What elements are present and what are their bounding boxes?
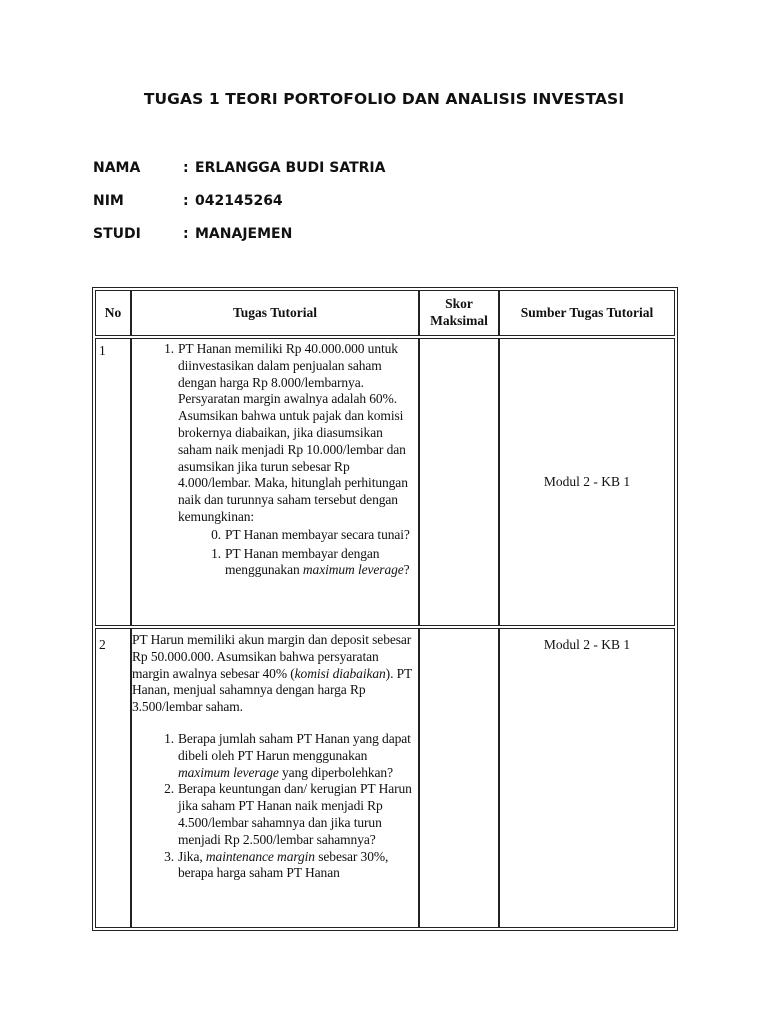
row1-skor-cell [419, 338, 499, 626]
row1-sub-list [211, 526, 416, 579]
row2-q3-italic: maintenance margin [205, 848, 315, 864]
list-item [164, 341, 416, 579]
row1-sub1-italic: maximum leverage [302, 562, 404, 578]
row2-question-list [164, 730, 416, 882]
list-item [164, 848, 416, 883]
list-item [164, 730, 416, 781]
info-row-nim [93, 193, 283, 209]
list-item [164, 781, 416, 848]
info-value: 042145264 [195, 193, 283, 209]
row1-sub1-text: PT Hanan membayar dengan menggunakan [225, 545, 380, 578]
info-value: ERLANGGA BUDI SATRIA [195, 160, 386, 176]
header-skor-line1: Skor [445, 296, 473, 312]
row1-no: 1 [99, 343, 106, 358]
row2-sumber: Modul 2 - KB 1 [543, 637, 631, 652]
header-tugas-label: Tugas Tutorial [233, 304, 317, 320]
row2-intro [132, 631, 416, 716]
document-title: TUGAS 1 TEORI PORTOFOLIO DAN ANALISIS INVESTASI [143, 90, 625, 108]
header-no [95, 290, 131, 336]
info-row-nama [93, 160, 385, 176]
list-number: 3. [164, 848, 174, 864]
list-number: 1. [164, 341, 174, 356]
row2-no: 2 [99, 637, 106, 652]
list-number: 0. [211, 526, 221, 542]
row1-task-list [164, 341, 416, 579]
row1-no-cell [95, 338, 131, 626]
row1-item1-text: PT Hanan memiliki Rp 40.000.000 untuk diinvestasikan dalam penjualan saham dengan harga Rp 8.000/lembarnya. Persyaratan margin awalnya adalah 60%. Asumsikan bahwa untuk pajak dan komisi brokernya diabaikan, jika diasumsikan saham naik menjadi Rp 10.000/lembar dan asumsikan jika turun sebesar Rp 4.000/lembar. Maka, hitunglah perhitungan naik dan turunnya saham tersebut dengan kemungkinan: [178, 341, 408, 524]
task-table [92, 287, 678, 931]
row2-q3-text: Jika, [178, 848, 206, 864]
list-number: 1. [211, 545, 221, 561]
row2-no-cell [95, 628, 131, 928]
info-row-studi [93, 226, 292, 242]
header-skor-line2: Maksimal [430, 313, 488, 328]
list-item [211, 545, 416, 580]
header-no-label: No [104, 304, 122, 320]
info-separator: : [183, 193, 189, 209]
row2-skor-cell [419, 628, 499, 928]
header-skor [419, 290, 499, 336]
row2-q2-text: Berapa keuntungan dan/ kerugian PT Harun jika saham PT Hanan naik menjadi Rp 4.500/lembar sahamnya dan jika turun menjadi Rp 2.500/lembar sahamnya? [178, 781, 412, 847]
row2-q1-text: Berapa jumlah saham PT Hanan yang dapat dibeli oleh PT Harun menggunakan [178, 730, 411, 763]
row2-tugas-cell [131, 628, 419, 928]
row2-intro-italic: komisi diabaikan [294, 665, 386, 681]
row2-q3-end: sebesar 30%, berapa harga saham PT Hanan [178, 848, 389, 881]
list-number: 1. [164, 730, 174, 746]
info-label: NAMA [93, 160, 141, 176]
list-item [211, 526, 416, 544]
info-separator: : [183, 160, 189, 176]
row2-intro-end: ). PT Hanan, menjual sahamnya dengan harga Rp 3.500/lembar saham. [132, 665, 412, 715]
row2-q1-end: yang diperbolehkan? [278, 764, 393, 780]
info-value: MANAJEMEN [195, 226, 293, 242]
row1-sumber-cell [499, 338, 675, 626]
row1-sub1-end: ? [403, 562, 410, 578]
row2-intro-text: PT Harun memiliki akun margin dan deposit sebesar Rp 50.000.000. Asumsikan bahwa persyaratan margin awalnya sebesar 40% ( [132, 632, 412, 681]
row1-sumber: Modul 2 - KB 1 [543, 473, 631, 489]
header-sumber [499, 290, 675, 336]
info-label: NIM [93, 193, 124, 209]
header-tugas [131, 290, 419, 336]
info-label: STUDI [93, 226, 141, 242]
row1-tugas-cell [131, 338, 419, 626]
row1-sub0-text: PT Hanan membayar secara tunai? [225, 526, 410, 542]
row2-sumber-cell [499, 628, 675, 928]
row2-q1-italic: maximum leverage [178, 764, 279, 780]
header-sumber-label: Sumber Tugas Tutorial [520, 304, 654, 320]
info-separator: : [183, 226, 189, 242]
list-number: 2. [164, 781, 174, 797]
